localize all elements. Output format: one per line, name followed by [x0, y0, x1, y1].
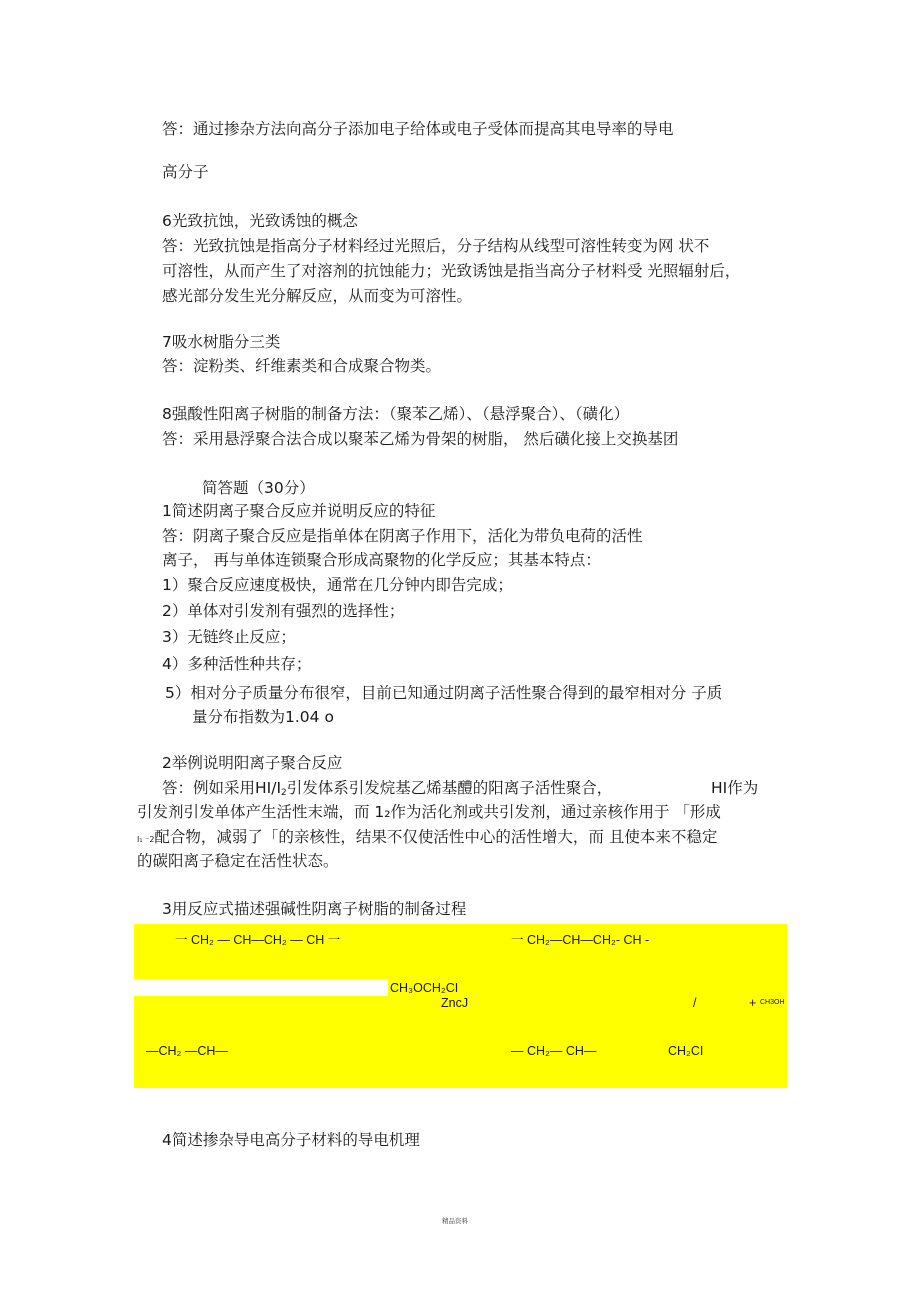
s1-item-5: 5）相对分子质量分布很窄，目前已知通过阴离子活性聚合得到的最窄相对分 子质 — [165, 684, 723, 702]
s1-answer-line2: 离子， 再与单体连锁聚合形成高聚物的化学反应；其基本特点： — [162, 551, 601, 569]
s3-title: 3用反应式描述强碱性阴离子树脂的制备过程 — [162, 900, 467, 918]
page-footer: 精品资料 — [442, 1217, 468, 1225]
reactant-chain-bottom: —CH₂ —CH— — [146, 1044, 228, 1058]
side-group-ch2cl: CH₂CI — [668, 1044, 704, 1058]
section-title: 简答题（30分） — [202, 479, 315, 497]
s1-item-2: 2）单体对引发剂有强烈的选择性； — [162, 602, 405, 620]
s1-answer-line1: 答：阴离子聚合反应是指单体在阴离子作用下，活化为带负电荷的活性 — [162, 527, 643, 545]
plus-sign: + — [749, 996, 757, 1010]
s1-item-1: 1）聚合反应速度极快，通常在几分钟内即告完成； — [162, 576, 513, 594]
q7-title: 7吸水树脂分三类 — [162, 333, 281, 351]
s2-answer-line1: 答：例如采用HI/I2引发体系引发烷基乙烯基醴的阳离子活性聚合， — [162, 779, 613, 798]
s1-item-3: 3）无链终止反应； — [162, 628, 296, 646]
s2-answer-line2: 引发剂引发单体产生活性末端，而 1₂作为活化剂或共引发剂，通过亲核作用于 「形成 — [137, 803, 721, 821]
q5-answer-line2: 高分子 — [162, 163, 209, 181]
q6-title: 6光致抗蚀，光致诱蚀的概念 — [162, 212, 358, 230]
white-gap — [134, 979, 388, 996]
q5-answer-line1: 答：通过掺杂方法向高分子添加电子给体或电子受体而提高其电导率的导电 — [162, 120, 674, 138]
product-chain-bottom: — CH₂— CH— — [511, 1044, 597, 1058]
reactant-chain-top: 一 CH₂ — CH—CH₂ — CH 一 — [175, 933, 341, 947]
q6-answer-line2: 可溶性，从而产生了对溶剂的抗蚀能力；光致诱蚀是指当高分子材料受 光照辐射后， — [162, 262, 741, 280]
s2-answer-line1-right: HI作为 — [711, 779, 759, 797]
q6-answer-line3: 感光部分发生光分解反应，从而变为可溶性。 — [162, 287, 473, 305]
s2-answer-line3: I₁ ⁻2配合物，减弱了「的亲核性，结果不仅使活性中心的活性增大，而 且使本来不稳定 — [137, 828, 718, 846]
reagent-chloromethyl-ether: CH₃OCH₂CI — [390, 981, 459, 995]
product-chain-top: 一 CH₂—CH—CH₂- CH - — [511, 933, 650, 947]
s1-item-4: 4）多种活性种共存； — [162, 655, 312, 673]
s4-title: 4简述掺杂导电高分子材料的导电机理 — [162, 1131, 420, 1149]
s2-answer-line4: 的碳阳离子稳定在活性状态。 — [137, 852, 339, 870]
byproduct-methanol: CH3OH — [760, 999, 785, 1006]
bond-slash: / — [693, 996, 697, 1010]
reagent-catalyst: ZncJ — [441, 996, 469, 1010]
s1-title: 1简述阴离子聚合反应并说明反应的特征 — [162, 502, 436, 520]
s1-item-5-cont: 量分布指数为1.04 o — [192, 708, 334, 726]
q8-answer: 答：采用悬浮聚合法合成以聚苯乙烯为骨架的树脂， 然后磺化接上交换基团 — [162, 430, 679, 448]
q8-title: 8强酸性阳离子树脂的制备方法：（聚苯乙烯）、（悬浮聚合）、（磺化） — [162, 405, 630, 423]
q6-answer-line1: 答：光致抗蚀是指高分子材料经过光照后，分子结构从线型可溶性转变为网 状不 — [162, 237, 710, 255]
s2-title: 2举例说明阳离子聚合反应 — [162, 754, 343, 772]
q7-answer: 答：淀粉类、纤维素类和合成聚合物类。 — [162, 357, 442, 375]
